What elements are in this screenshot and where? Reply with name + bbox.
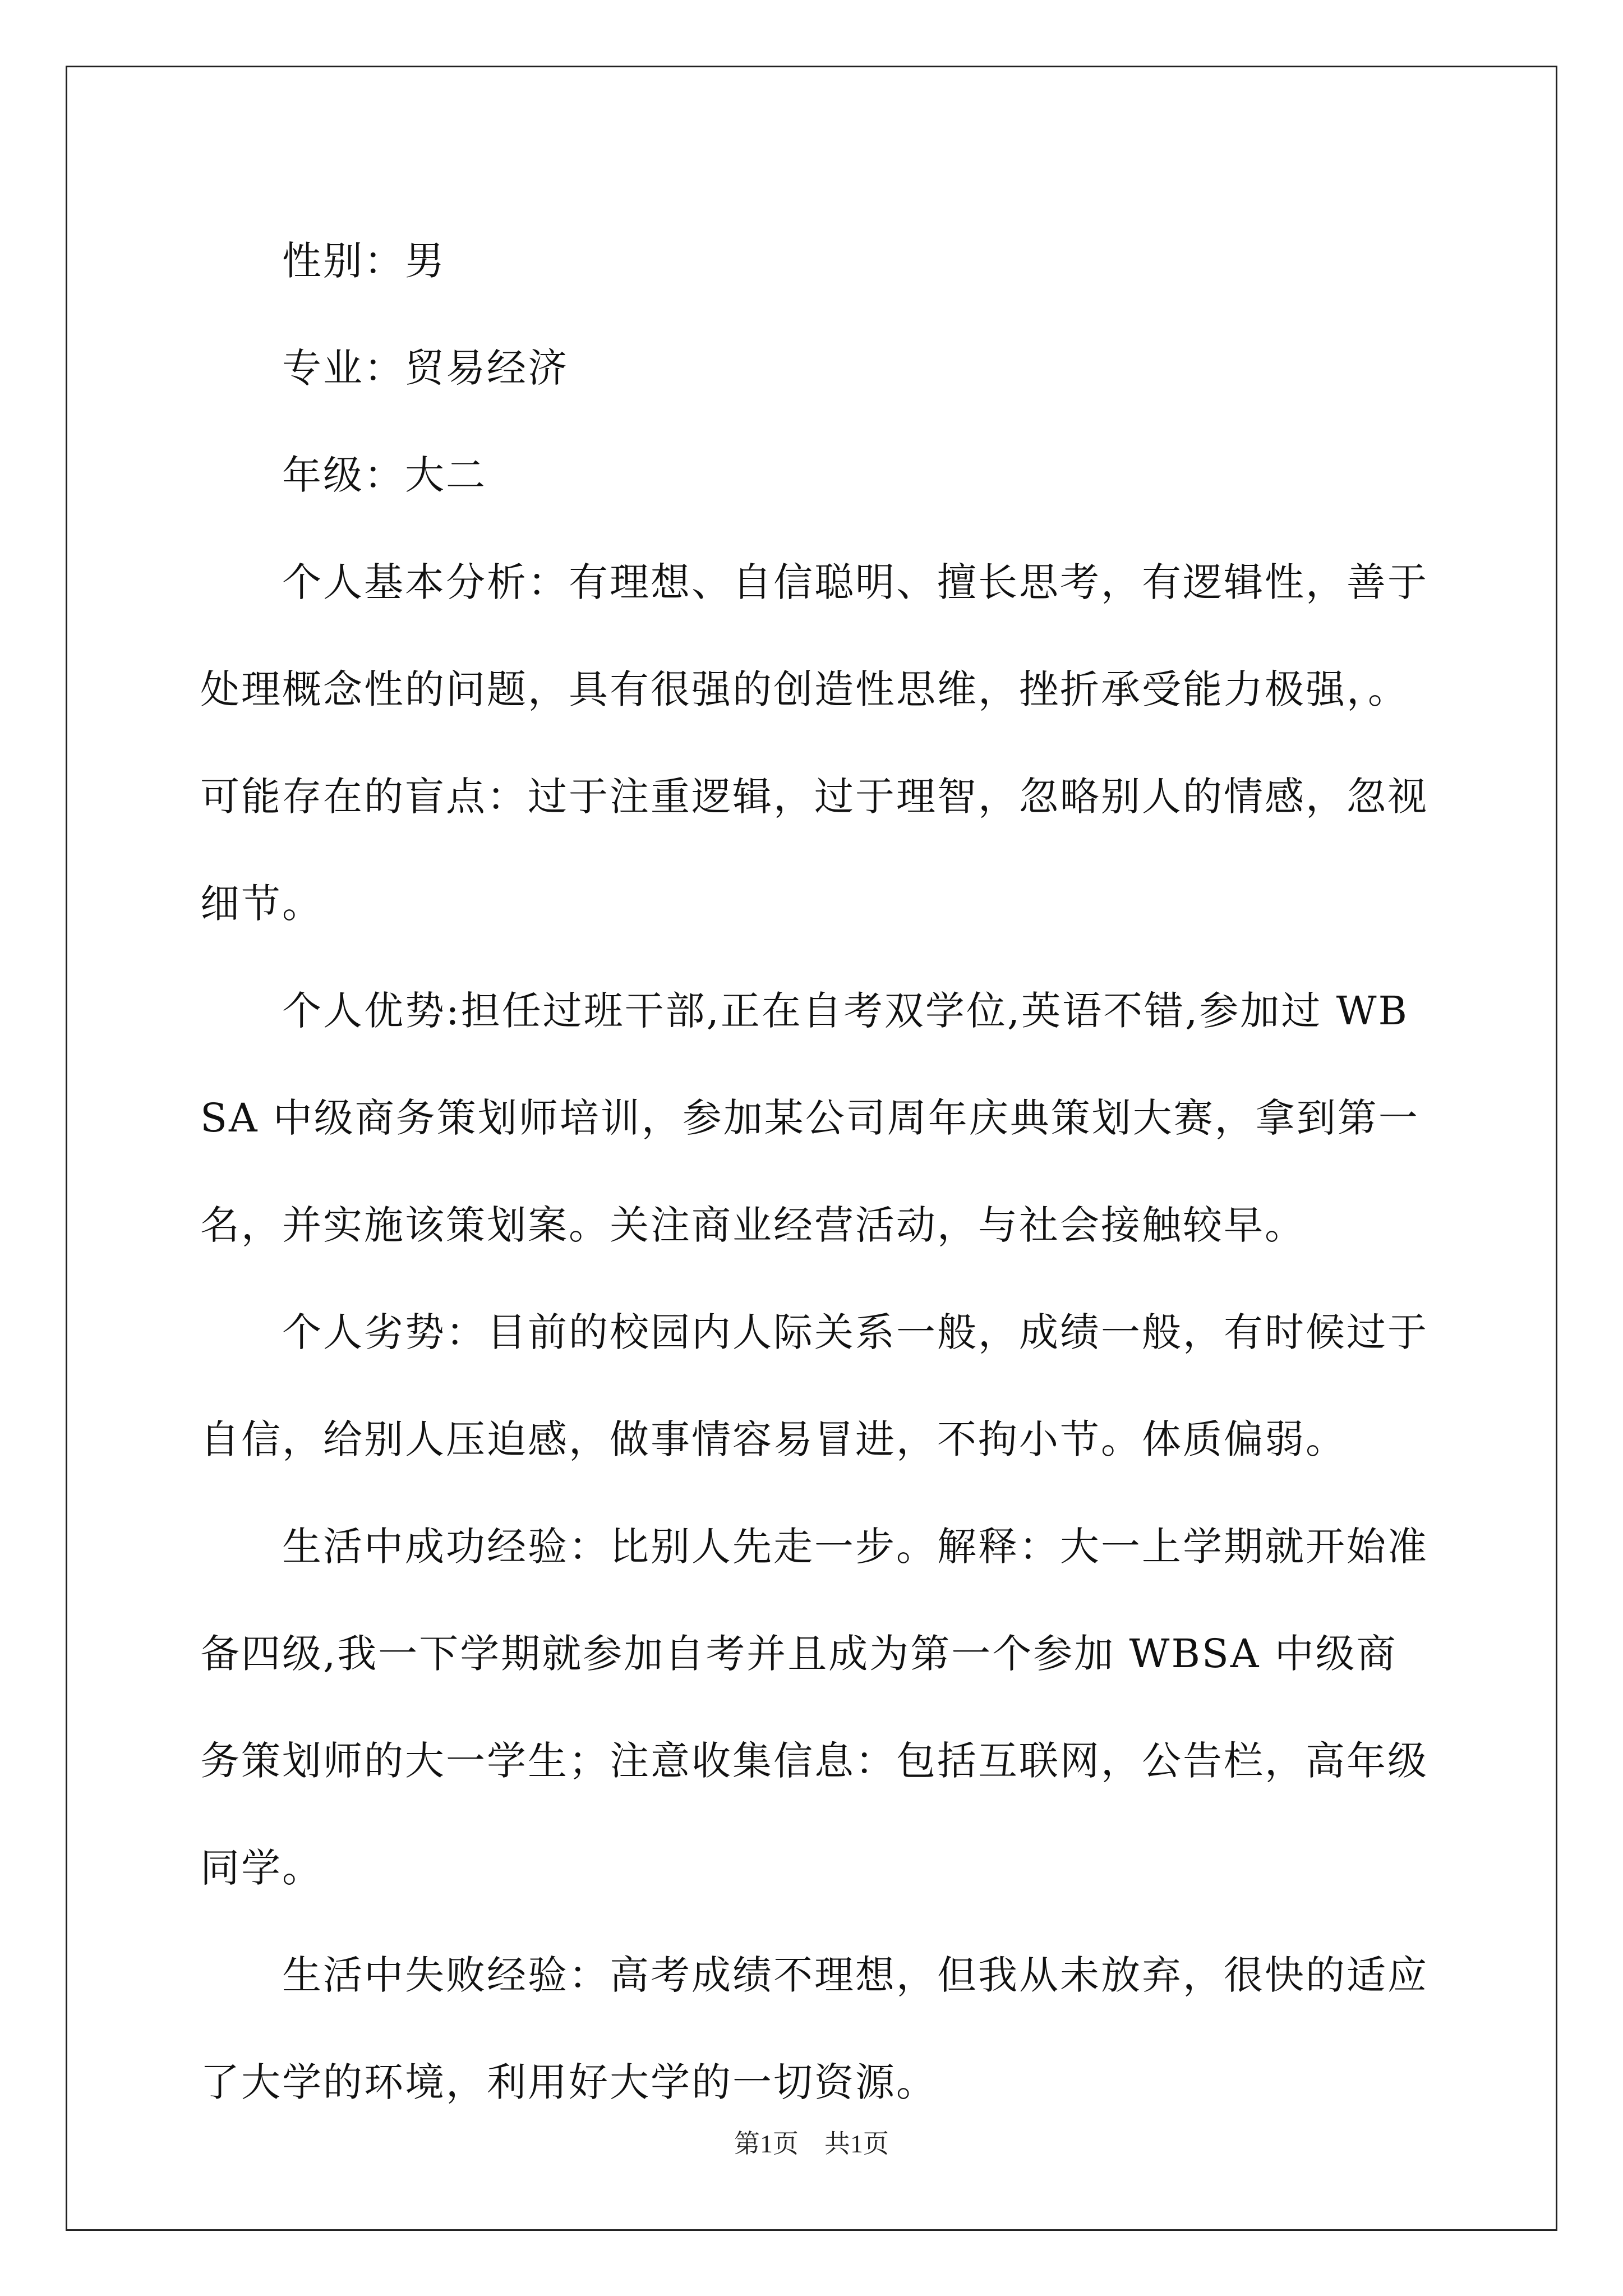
- paragraph-gender: 性别：男: [282, 238, 446, 284]
- paragraph-major: 专业：贸易经济: [282, 345, 569, 391]
- paragraph-basic-analysis: 个人基本分析：有理想、自信聪明、擅长思考，有逻辑性，善于处理概念性的问题，具有很强的创造性思维，挫折承受能力极强，。可能存在的盲点：过于注重逻辑，过于理智，忽略别人的情感，忽视细节。: [200, 559, 1428, 927]
- paragraph-success-experience: 生活中成功经验：比别人先走一步。解释：大一上学期就开始准备四级,我一下学期就参加自考并且成为第一个参加 WBSA 中级商务策划师的大一学生；注意收集信息：包括互联网，公告栏，高年级同学。: [200, 1524, 1428, 1891]
- document-body: [200, 208, 1434, 2136]
- paragraph-strengths: 个人优势:担任过班干部,正在自考双学位,英语不错,参加过 WBSA 中级商务策划师培训，参加某公司周年庆典策划大赛，拿到第一名，并实施该策划案。关注商业经营活动，与社会接触较早。: [200, 988, 1419, 1248]
- paragraph-grade: 年级：大二: [282, 452, 487, 498]
- paragraph-weaknesses: 个人劣势：目前的校园内人际关系一般，成绩一般，有时候过于自信，给别人压迫感，做事情容易冒进，不拘小节。体质偏弱。: [200, 1309, 1428, 1462]
- paragraph-failure-experience: 生活中失败经验：高考成绩不理想，但我从未放弃，很快的适应了大学的环境，利用好大学的一切资源。: [200, 1952, 1428, 2105]
- page-number-footer: 第1页 共1页: [734, 2129, 889, 2158]
